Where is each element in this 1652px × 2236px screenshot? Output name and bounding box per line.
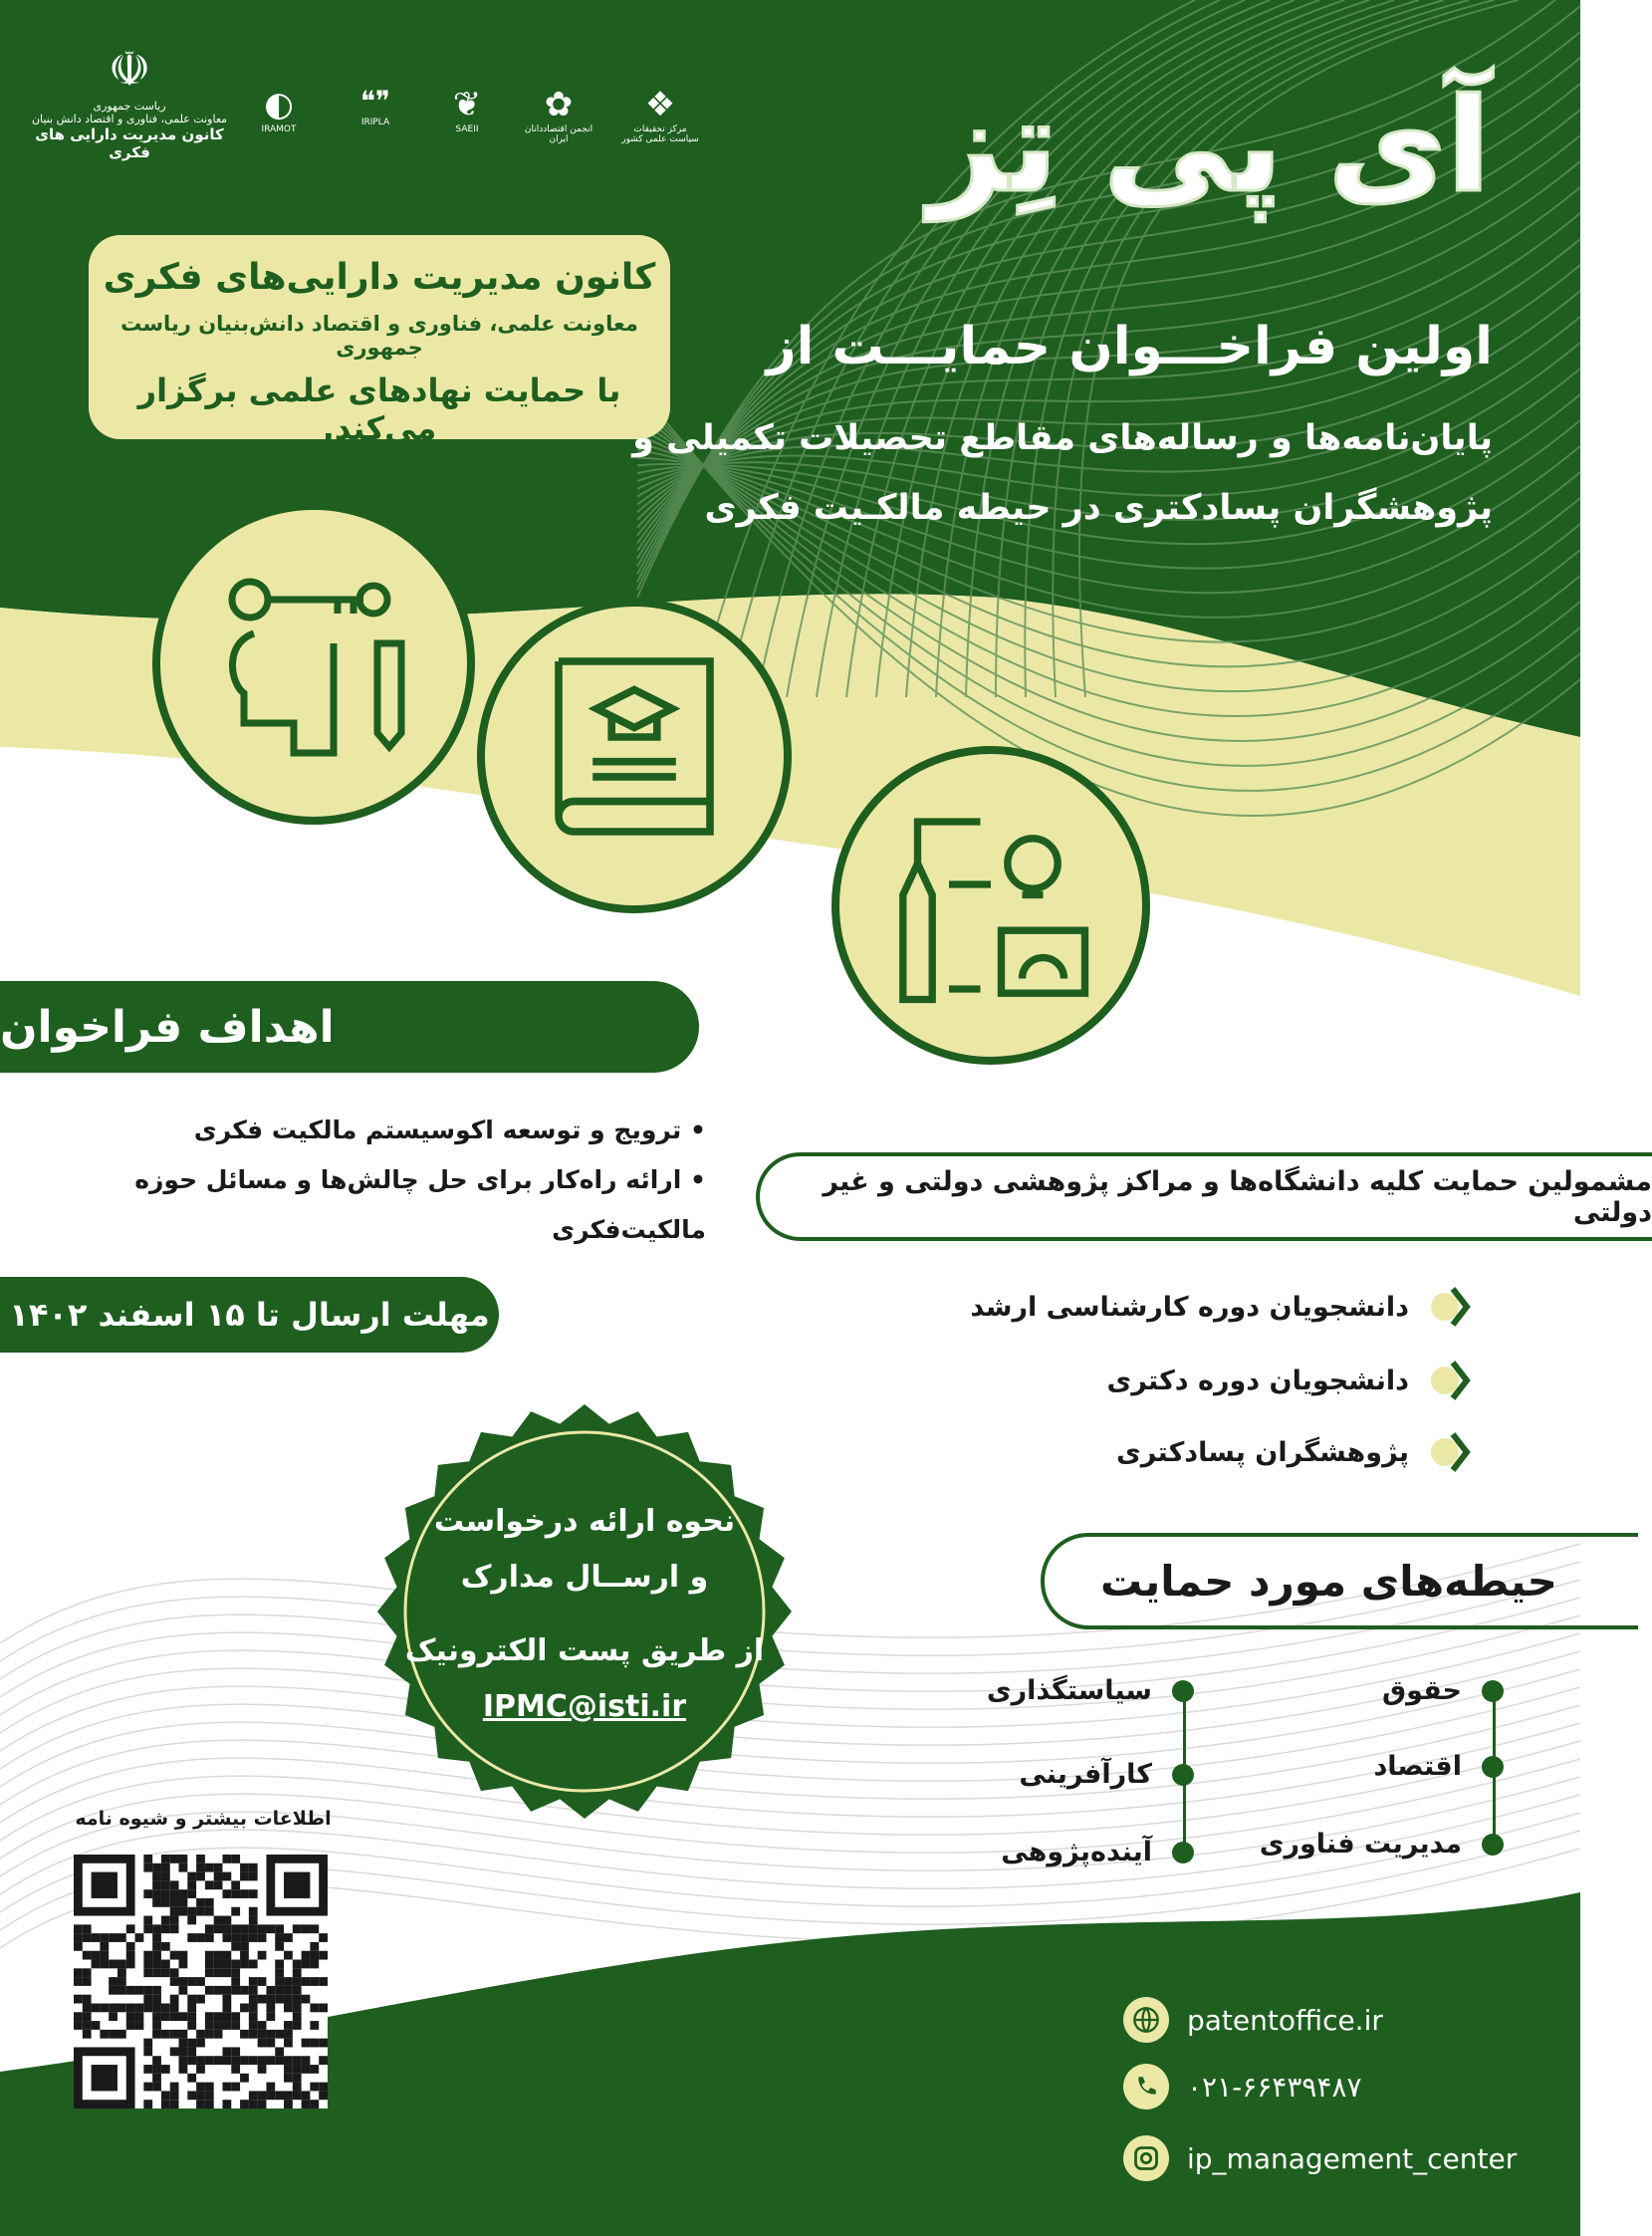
headline-1: اولین فراخـــوان حمایـــت از [766,317,1493,376]
document-idea-pencil-icon [831,746,1150,1065]
poster-title: آی پی تِز [928,70,1491,221]
deadline-banner: مهلت ارسال تا ۱۵ اسفند ۱۴۰۲ [0,1277,499,1353]
email-link[interactable]: IPMC@isti.ir [482,1689,687,1724]
instagram-icon [1123,2135,1169,2181]
field-item: کارآفرینی [1019,1759,1194,1790]
headline-2: پایان‌نامه‌ها و رساله‌های مقاطع تحصیلات تکمیلی و [632,418,1493,458]
qr-code[interactable] [74,1855,328,2109]
audience-item: دانشجویان دوره دکتری [1107,1357,1471,1404]
chevron-icon [1423,1428,1471,1476]
chevron-icon [1423,1357,1471,1404]
chevron-icon [1423,1283,1471,1331]
audience-item: پژوهشگران پسادکتری [1116,1428,1471,1476]
field-item: سیاستگذاری [987,1675,1194,1706]
instagram-contact[interactable]: ip_management_center [1123,2135,1517,2181]
globe-icon [1123,1997,1169,2043]
goal-item: • ترویج و توسعه اکوسیستم مالکیت فکری [193,1116,706,1144]
partner-logo-iramot: ◐ IRAMOT [261,85,297,134]
coverage-banner: مشمولین حمایت کلیه دانشگاه‌ها و مراکز پژوهشی دولتی و غیر دولتی [756,1152,1652,1241]
field-item: اقتصاد [1373,1751,1504,1782]
partner-logo-nrisp: ❖ مرکز تحقیقات سیاست علمی کشور [621,85,699,144]
phone-contact[interactable]: ۰۲۱-۶۶۴۳۹۴۸۷ [1123,2064,1362,2110]
field-item: مدیریت فناوری [1260,1829,1504,1860]
phone-icon [1123,2064,1169,2110]
field-item: حقوق [1382,1675,1504,1706]
partner-logos [244,85,700,144]
emblem-icon: ☫ [108,42,151,98]
qr-label: اطلاعات بیشتر و شیوه نامه [75,1808,332,1830]
field-item: آینده‌پژوهی [1001,1837,1194,1867]
goal-item: • ارائه راه‌کار برای حل چالش‌ها و مسائل حوزه مالکیت‌فکری [134,1165,706,1244]
graduation-book-icon [477,599,792,913]
goals-title: اهداف فراخوان [0,981,699,1073]
partner-logo-saeii: ❦ SAEII [452,85,482,134]
headline-3: پژوهشگران پسادکتری در حیطه مالکـیت فکری [704,488,1493,528]
goals-list [0,1106,706,1255]
submission-info: نحوه ارائه درخواست و ارســال مدارک از طریق پست الکترونیک IPMC@isti.ir [377,1494,792,1735]
fields-title: حیطه‌های مورد حمایت [1041,1533,1638,1629]
website-contact[interactable]: patentoffice.ir [1123,1997,1383,2043]
partner-logo-iripla: ❝❞ IRIPLA [359,85,391,127]
idea-key-head-icon [152,502,475,825]
main-logo: ☫ ریاست جمهوری معاونت علمی، فناوری و اقتصاد دانش بنیان کانون مدیریت دارایی های فکری [31,42,228,161]
audience-item: دانشجویان دوره کارشناسی ارشد [970,1283,1471,1331]
partner-logo-economists: ✿ انجمن اقتصاددانان ایران [524,85,593,144]
organizer-box: کانون مدیریت دارایی‌های فکری معاونت علمی، فناوری و اقتصاد دانش‌بنیان ریاست جمهوری با حمایت نهادهای علمی برگزار می‌کند. [89,235,670,439]
